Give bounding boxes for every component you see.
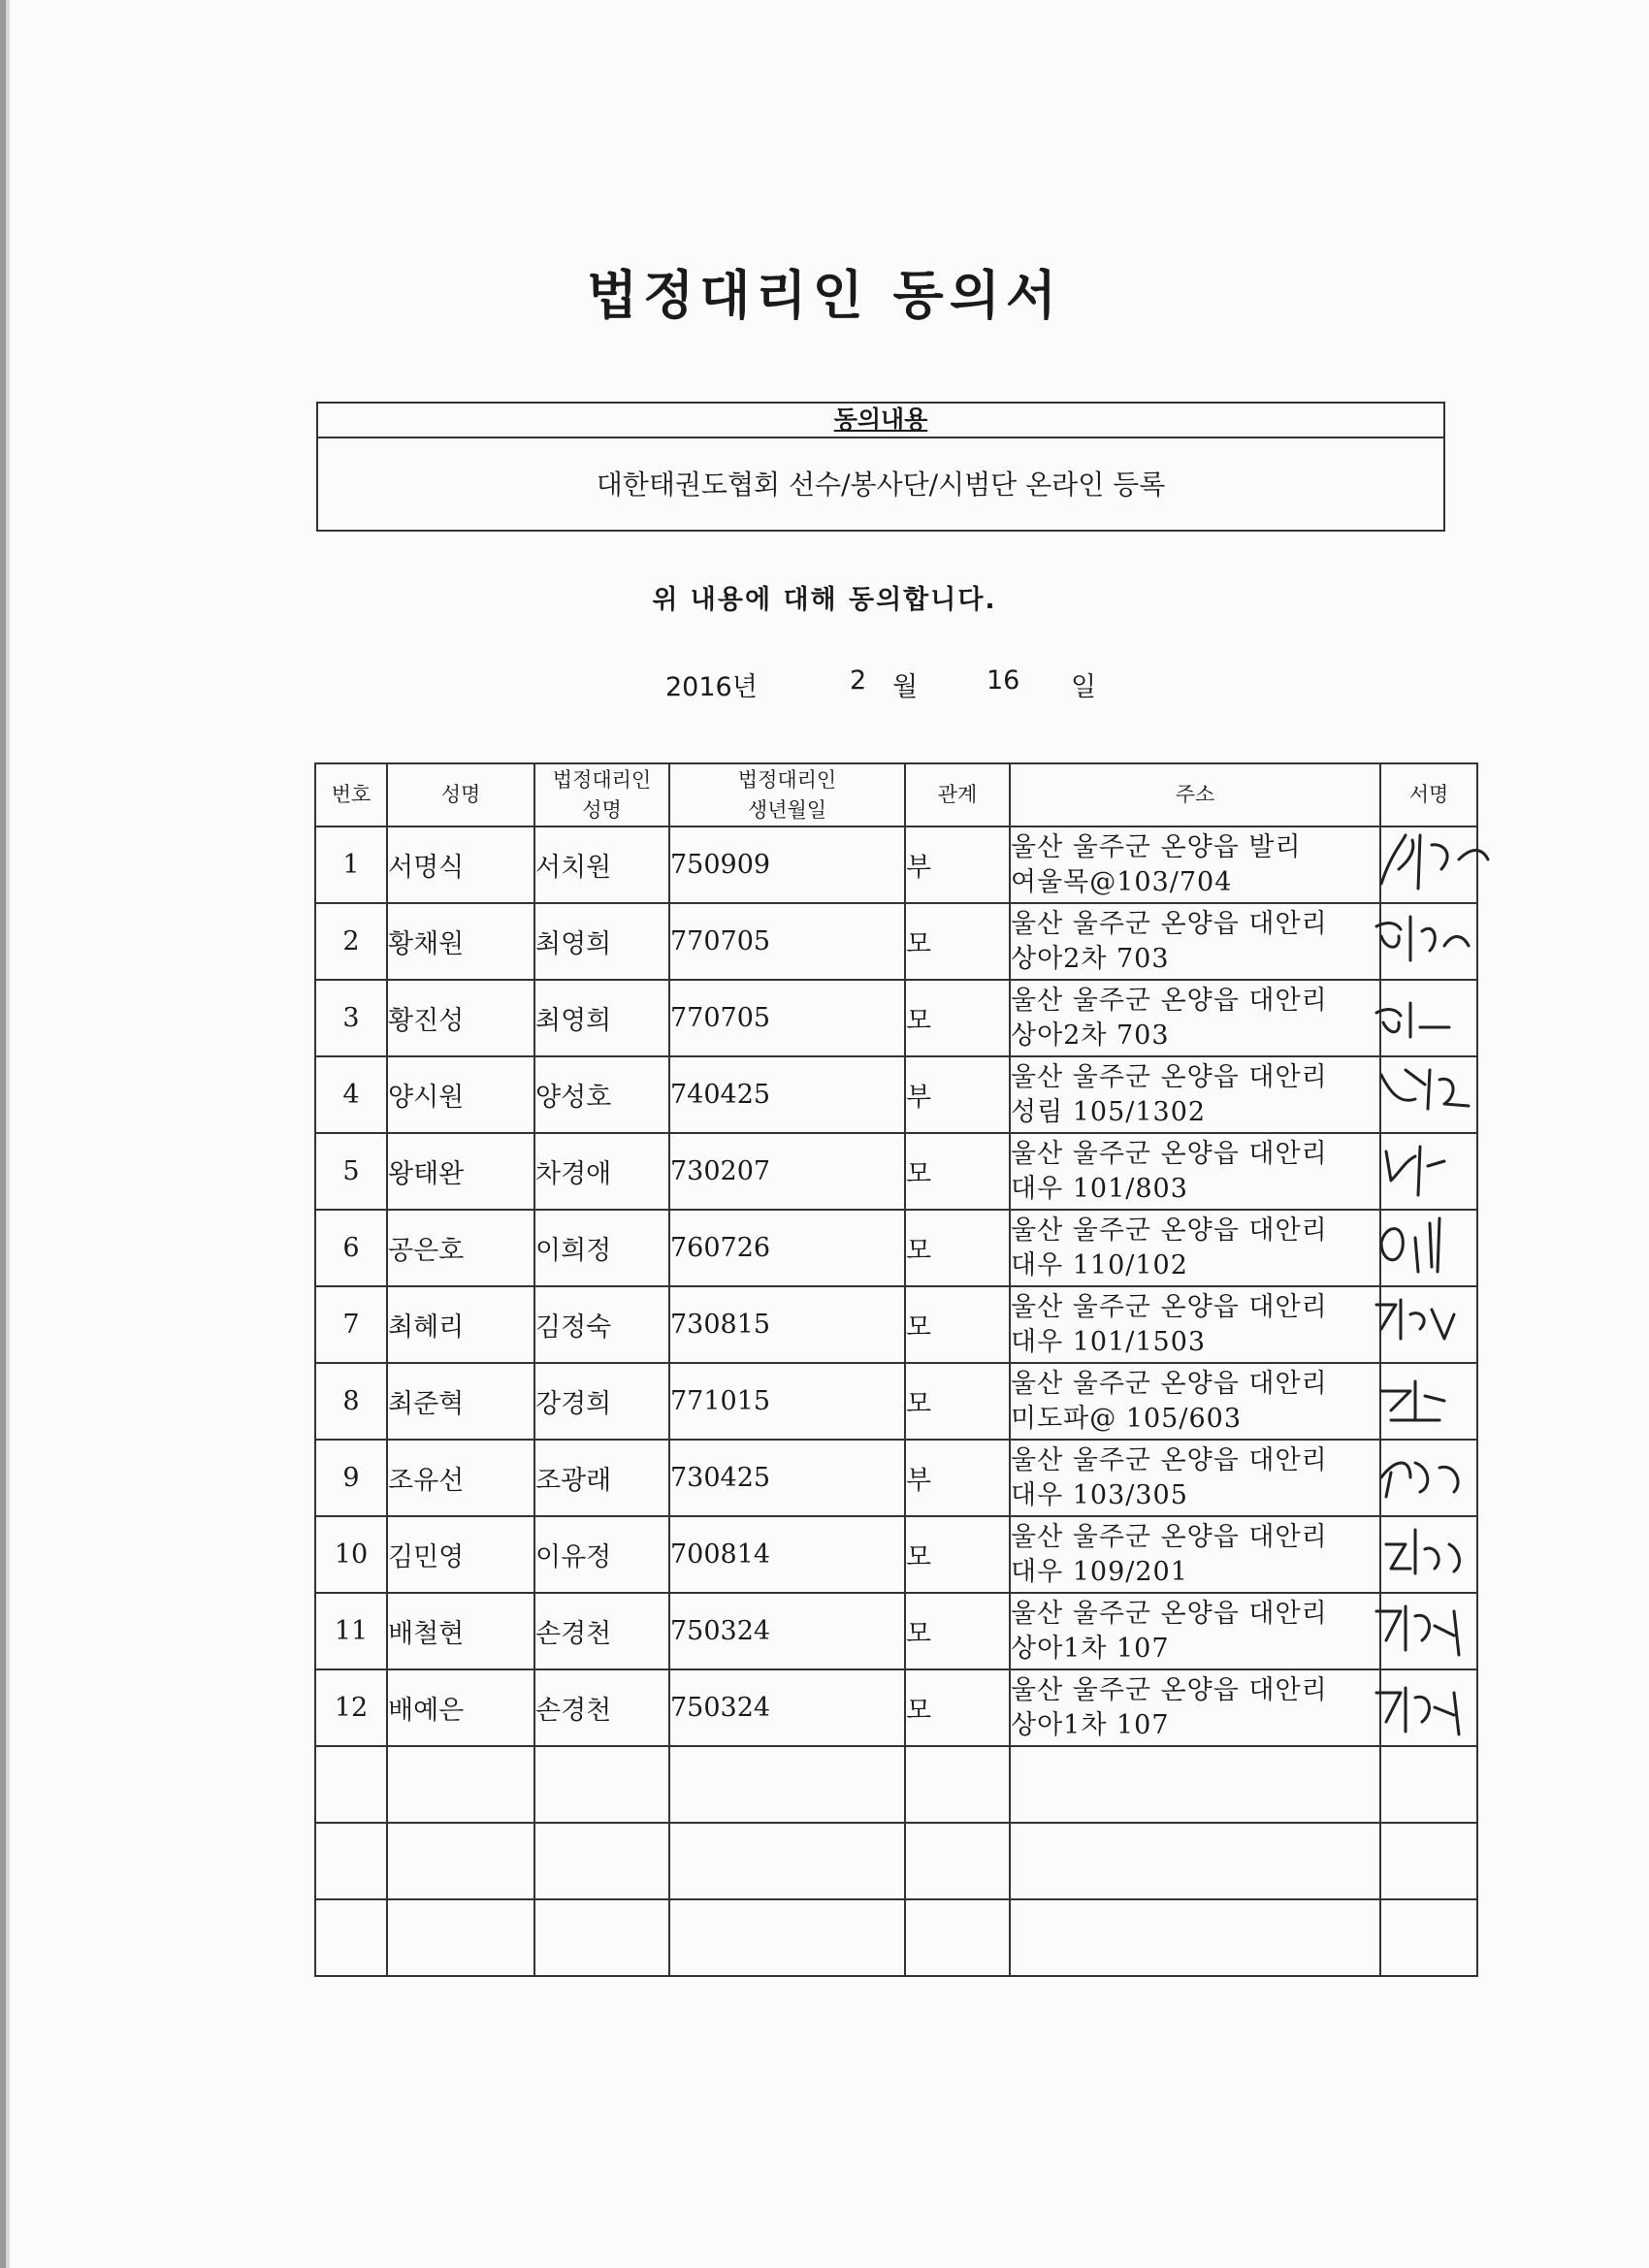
address-line-2: 대우 103/305 — [1011, 1479, 1188, 1510]
table-body — [315, 826, 1477, 1976]
address-line-2: 상아1차 107 — [1011, 1709, 1170, 1740]
guardian-dob: 770705 — [669, 980, 905, 1056]
date-day-unit: 일 — [1071, 672, 1097, 702]
student-name: 왕태완 — [387, 1133, 534, 1210]
blank-cell — [315, 1899, 387, 1976]
relation: 부 — [905, 1056, 1010, 1133]
relation: 모 — [905, 903, 1010, 980]
handwritten-signature — [1362, 1659, 1517, 1756]
guardian-name: 이유정 — [534, 1516, 669, 1593]
header-guardian-name-line1: 법정대리인 — [552, 767, 652, 792]
address-line-1: 울산 울주군 온양읍 대안리 — [1011, 1674, 1328, 1705]
guardian-dob: 700814 — [669, 1516, 905, 1593]
guardian-name: 손경천 — [534, 1593, 669, 1669]
student-name: 최준혁 — [387, 1363, 534, 1440]
row-number: 7 — [315, 1286, 387, 1363]
relation: 모 — [905, 1516, 1010, 1593]
address-line-1: 울산 울주군 온양읍 대안리 — [1011, 1521, 1328, 1552]
blank-cell — [1380, 1899, 1477, 1976]
row-number: 5 — [315, 1133, 387, 1210]
row-number: 8 — [315, 1363, 387, 1440]
address-line-1: 울산 울주군 온양읍 대안리 — [1011, 1061, 1328, 1092]
address-line-1: 울산 울주군 온양읍 대안리 — [1011, 985, 1328, 1016]
blank-cell — [669, 1746, 905, 1823]
blank-cell — [905, 1823, 1010, 1899]
header-guardian-dob-line2: 생년월일 — [747, 797, 827, 822]
blank-cell — [1010, 1899, 1380, 1976]
address — [1010, 1516, 1380, 1593]
address-line-2: 대우 110/102 — [1011, 1249, 1188, 1280]
relation: 모 — [905, 1133, 1010, 1210]
blank-cell — [905, 1899, 1010, 1976]
row-number: 1 — [315, 826, 387, 903]
relation: 모 — [905, 1286, 1010, 1363]
address-line-2: 상아2차 703 — [1011, 943, 1170, 974]
guardian-name: 차경애 — [534, 1133, 669, 1210]
student-name: 조유선 — [387, 1440, 534, 1516]
header-no: 번호 — [315, 763, 387, 826]
blank-cell — [534, 1823, 669, 1899]
table-row — [315, 980, 1477, 1056]
header-name: 성명 — [387, 763, 534, 826]
address-line-1: 울산 울주군 온양읍 대안리 — [1011, 1215, 1328, 1246]
guardian-name: 최영희 — [534, 980, 669, 1056]
guardian-name: 이희정 — [534, 1210, 669, 1286]
address-line-2: 상아2차 703 — [1011, 1020, 1170, 1051]
guardian-dob: 730207 — [669, 1133, 905, 1210]
student-name: 공은호 — [387, 1210, 534, 1286]
blank-cell — [1010, 1746, 1380, 1823]
address-line-2: 대우 109/201 — [1011, 1556, 1188, 1587]
consent-heading-text: 동의내용 — [833, 405, 928, 434]
address — [1010, 903, 1380, 980]
header-guardian-dob — [669, 763, 905, 826]
blank-cell — [315, 1746, 387, 1823]
address-line-1: 울산 울주군 온양읍 대안리 — [1011, 1598, 1328, 1629]
row-number: 9 — [315, 1440, 387, 1516]
date-day: 16 — [986, 665, 1020, 696]
blank-cell — [534, 1746, 669, 1823]
student-name: 서명식 — [387, 826, 534, 903]
blank-cell — [315, 1823, 387, 1899]
relation: 모 — [905, 1593, 1010, 1669]
guardian-dob: 740425 — [669, 1056, 905, 1133]
guardian-dob: 730425 — [669, 1440, 905, 1516]
blank-row — [315, 1746, 1477, 1823]
blank-row — [315, 1899, 1477, 1976]
header-guardian-name-line2: 성명 — [582, 797, 622, 822]
address — [1010, 1133, 1380, 1210]
table-row — [315, 1516, 1477, 1593]
date-year: 2016년 — [665, 672, 758, 702]
blank-cell — [905, 1746, 1010, 1823]
address-line-2: 여울목@103/704 — [1011, 866, 1233, 897]
agree-statement: 위 내용에 대해 동의합니다. — [652, 585, 997, 615]
blank-cell — [534, 1899, 669, 1976]
address — [1010, 1363, 1380, 1440]
table-row — [315, 1056, 1477, 1133]
address-line-2: 성림 105/1302 — [1011, 1096, 1207, 1127]
blank-cell — [669, 1899, 905, 1976]
student-name: 황진성 — [387, 980, 534, 1056]
blank-cell — [387, 1823, 534, 1899]
row-number: 12 — [315, 1669, 387, 1746]
address-line-2: 미도파@ 105/603 — [1011, 1403, 1242, 1434]
header-guardian-name — [534, 763, 669, 826]
relation: 모 — [905, 980, 1010, 1056]
student-name: 양시원 — [387, 1056, 534, 1133]
address-line-2: 대우 101/803 — [1011, 1173, 1188, 1204]
table-row — [315, 1286, 1477, 1363]
guardian-name: 서치원 — [534, 826, 669, 903]
blank-cell — [1380, 1823, 1477, 1899]
blank-cell — [387, 1746, 534, 1823]
address — [1010, 1669, 1380, 1746]
guardian-dob: 750324 — [669, 1669, 905, 1746]
row-number: 11 — [315, 1593, 387, 1669]
relation: 모 — [905, 1669, 1010, 1746]
guardian-name: 조광래 — [534, 1440, 669, 1516]
date-month-unit: 월 — [892, 672, 919, 702]
row-number: 10 — [315, 1516, 387, 1593]
header-guardian-dob-line1: 법정대리인 — [737, 767, 837, 792]
address — [1010, 1210, 1380, 1286]
relation: 모 — [905, 1210, 1010, 1286]
header-signature: 서명 — [1380, 763, 1477, 826]
student-name: 최혜리 — [387, 1286, 534, 1363]
header-address: 주소 — [1010, 763, 1380, 826]
table-row — [315, 903, 1477, 980]
guardian-dob: 770705 — [669, 903, 905, 980]
guardian-name: 강경희 — [534, 1363, 669, 1440]
row-number: 6 — [315, 1210, 387, 1286]
student-name: 배예은 — [387, 1669, 534, 1746]
student-name: 김민영 — [387, 1516, 534, 1593]
guardian-table — [314, 762, 1478, 1977]
guardian-name: 양성호 — [534, 1056, 669, 1133]
blank-cell — [1380, 1746, 1477, 1823]
address — [1010, 1286, 1380, 1363]
address-line-1: 울산 울주군 온양읍 대안리 — [1011, 1368, 1328, 1399]
blank-row — [315, 1823, 1477, 1899]
address — [1010, 980, 1380, 1056]
table-row — [315, 1133, 1477, 1210]
address — [1010, 1056, 1380, 1133]
address — [1010, 826, 1380, 903]
table-row — [315, 1440, 1477, 1516]
blank-cell — [1010, 1823, 1380, 1899]
address — [1010, 1593, 1380, 1669]
relation: 모 — [905, 1363, 1010, 1440]
date-month: 2 — [850, 665, 867, 696]
table-header-row — [315, 763, 1477, 826]
guardian-dob: 771015 — [669, 1363, 905, 1440]
row-number: 4 — [315, 1056, 387, 1133]
scan-edge-shadow — [6, 0, 10, 2268]
relation: 부 — [905, 826, 1010, 903]
address — [1010, 1440, 1380, 1516]
table-row — [315, 1363, 1477, 1440]
row-number: 2 — [315, 903, 387, 980]
blank-cell — [669, 1823, 905, 1899]
guardian-dob: 760726 — [669, 1210, 905, 1286]
address-line-1: 울산 울주군 온양읍 대안리 — [1011, 908, 1328, 939]
table-row — [315, 826, 1477, 903]
guardian-name: 최영희 — [534, 903, 669, 980]
table-row — [315, 1669, 1477, 1746]
guardian-dob: 730815 — [669, 1286, 905, 1363]
relation: 부 — [905, 1440, 1010, 1516]
student-name: 배철현 — [387, 1593, 534, 1669]
guardian-name: 김정숙 — [534, 1286, 669, 1363]
address-line-1: 울산 울주군 온양읍 대안리 — [1011, 1138, 1328, 1169]
row-number: 3 — [315, 980, 387, 1056]
signature-cell — [1380, 1669, 1477, 1746]
guardian-dob: 750909 — [669, 826, 905, 903]
consent-body: 대한태권도협회 선수/봉사단/시범단 온라인 등록 — [596, 469, 1166, 501]
address-line-2: 상아1차 107 — [1011, 1633, 1170, 1664]
guardian-name: 손경천 — [534, 1669, 669, 1746]
address-line-1: 울산 울주군 온양읍 발리 — [1011, 831, 1302, 862]
table-row — [315, 1593, 1477, 1669]
header-relation: 관계 — [905, 763, 1010, 826]
blank-cell — [387, 1899, 534, 1976]
address-line-2: 대우 101/1503 — [1011, 1326, 1207, 1357]
document-title: 법정대리인 동의서 — [586, 264, 1063, 326]
address-line-1: 울산 울주군 온양읍 대안리 — [1011, 1291, 1328, 1322]
consent-box — [316, 402, 1445, 532]
table-row — [315, 1210, 1477, 1286]
student-name: 황채원 — [387, 903, 534, 980]
consent-heading — [318, 404, 1443, 438]
address-line-1: 울산 울주군 온양읍 대안리 — [1011, 1444, 1328, 1475]
guardian-dob: 750324 — [669, 1593, 905, 1669]
